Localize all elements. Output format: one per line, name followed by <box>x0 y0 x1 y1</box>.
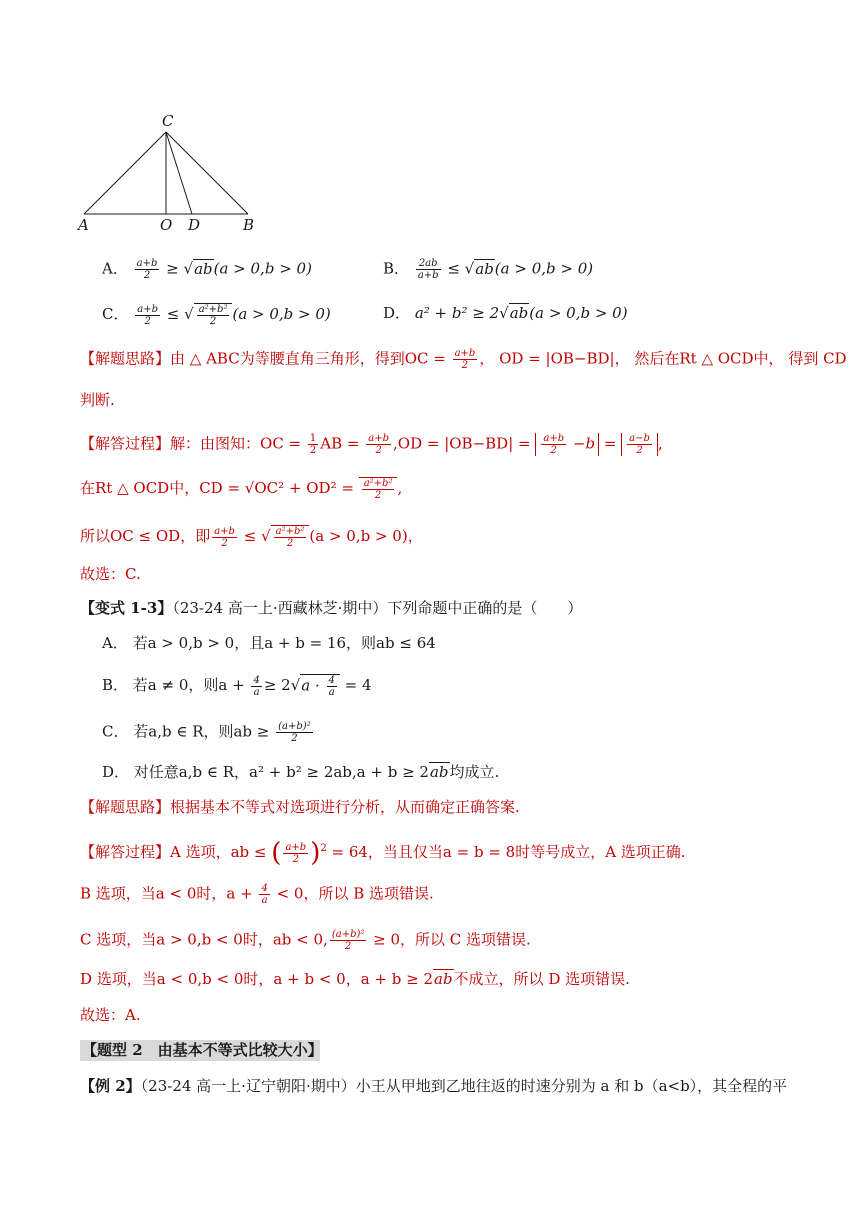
variant-option-a: A． 若a > 0,b > 0，且a + b = 16，则ab ≤ 64 <box>102 634 436 652</box>
variant-process-a: 【解答过程】A 选项，ab ≤ ( $\frac{a+b}{2}$ )$^2$ = 64，当且仅当a = b = 8时等号成立，A 选项正确. <box>80 838 686 868</box>
label-c: C <box>162 112 174 130</box>
segment-cb <box>166 132 248 214</box>
variant-answer: 故选：A. <box>80 1006 141 1024</box>
q1-thinking-cont: 判断. <box>80 391 115 409</box>
variant-option-d: D． 对任意a,b ∈ R，a² + b² ≥ 2ab,a + b ≥ 2ab均成立. <box>102 763 500 781</box>
option-c: C． $\frac{a+b}{2}$ ≤ √ $\frac{\text{a²+b²}}{2}$ (a > 0,b > 0) <box>102 303 331 327</box>
variant-thinking: 【解题思路】根据基本不等式对选项进行分析，从而确定正确答案. <box>80 798 520 816</box>
label-a: A <box>78 216 89 233</box>
variant-option-c: C． 若a,b ∈ R，则ab ≥ $\frac{\text{(a+b)²}}{2}$ <box>102 721 311 744</box>
variant-option-b: B． 若a ≠ 0，则a + $\frac{4}{a}$ ≥ 2√a · $\frac{4}{a}$ = 4 <box>102 674 372 698</box>
label-d: D <box>188 216 201 233</box>
variant-title: 【变式 1-3】（23-24 高一上·西藏林芝·期中）下列命题中正确的是（ ） <box>80 599 583 617</box>
topic-heading: 【题型 2 由基本不等式比较大小】 <box>82 1041 323 1059</box>
q1-process-line3: 所以OC ≤ OD，即 $\frac{a+b}{2}$ ≤ √ $\frac{\text{a²+b²}}{2}$ (a > 0,b > 0)， <box>80 525 423 549</box>
option-d: D． a² + b² ≥ 2√ab(a > 0,b > 0) <box>383 304 628 322</box>
q1-thinking: 【解题思路】由 △ ABC为等腰直角三角形，得到OC = $\frac{a+b}{2}$ ， OD = |OB−BD|， 然后在Rt △ OCD中， 得到 CD <box>80 348 847 371</box>
segment-ac <box>84 132 166 214</box>
label-b: B <box>243 216 255 233</box>
triangle-figure <box>70 108 290 233</box>
variant-process-b: B 选项，当a < 0时，a + $\frac{4}{a}$ < 0，所以 B 选项错误. <box>80 883 434 906</box>
variant-process-d: D 选项，当a < 0,b < 0时，a + b < 0，a + b ≥ 2ab不成立，所以 D 选项错误. <box>80 970 630 988</box>
q1-answer: 故选：C. <box>80 565 141 583</box>
q1-process-line1: 【解答过程】解：由图知：OC = $\frac{1}{2}$ AB = $\frac{a+b}{2}$ ,OD = |OB−BD| = $\frac{a+b}{2}$ −b = $\frac{a-b}{2}$ , <box>80 433 663 456</box>
example-2: 【例 2】（23-24 高一上·辽宁朝阳·期中）小王从甲地到乙地往返的时速分别为 a 和 b（a<b），其全程的平 <box>80 1077 788 1095</box>
option-a: A． $\frac{a+b}{2}$ ≥ √ab(a > 0,b > 0) <box>102 258 312 281</box>
label-o: O <box>160 216 173 233</box>
q1-process-line2: 在Rt △ OCD中，CD = √OC² + OD² = $\frac{\text{a²+b²}}{2}$ , <box>80 478 403 501</box>
option-b: B． $\frac{2ab}{a+b}$ ≤ √ab(a > 0,b > 0) <box>383 258 594 281</box>
variant-process-c: C 选项，当a > 0,b < 0时，ab < 0, $\frac{\text{(a+b)²}}{2}$ ≥ 0，所以 C 选项错误. <box>80 929 531 952</box>
